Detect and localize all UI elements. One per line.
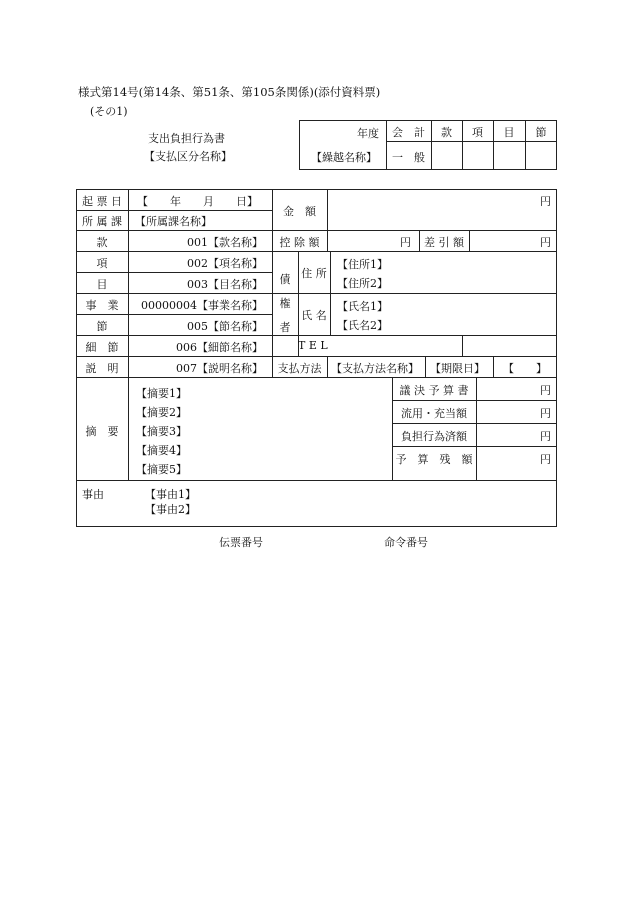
moku-value: 003【目名称】 — [187, 278, 263, 291]
summary-line-2: 【摘要2】 — [136, 406, 187, 419]
kan-value: 001【款名称】 — [187, 236, 263, 249]
description-label: 説 明 — [85, 362, 119, 375]
department-label: 所 属 課 — [82, 215, 122, 228]
summary-line-5: 【摘要5】 — [136, 463, 187, 476]
setsu-header: 節 — [535, 126, 547, 139]
kan-label: 款 — [96, 236, 108, 249]
account-header: 会 計 — [392, 126, 425, 139]
name-line-2: 【氏名2】 — [337, 319, 388, 332]
document-title: 支出負担行為書 — [148, 132, 225, 145]
name-line-1: 【氏名1】 — [337, 300, 388, 313]
creditor-char-2: 権 — [279, 297, 291, 310]
setsu-value: 005【節名称】 — [187, 320, 263, 333]
address-line-2: 【住所2】 — [337, 277, 388, 290]
form-title: 様式第14号(第14条、第51条、第105条関係)(添付資料票) — [78, 85, 381, 99]
due-date-value: 【期限日】 — [430, 362, 485, 375]
deduction-unit: 円 — [400, 236, 411, 249]
carryover-name: 【繰越名称】 — [311, 151, 377, 164]
kou-label: 項 — [96, 257, 108, 270]
department-value: 【所属課名称】 — [135, 215, 212, 228]
approved-budget-label: 議 決 予 算 書 — [399, 384, 469, 397]
reason-line-1: 【事由1】 — [145, 488, 196, 501]
kou-header: 項 — [472, 126, 483, 139]
description-value: 007【説明名称】 — [176, 362, 263, 375]
voucher-number-label: 伝票番号 — [219, 536, 263, 549]
order-number-label: 命令番号 — [384, 536, 428, 549]
deduction-label: 控 除 額 — [279, 236, 320, 249]
form-subtitle: (その1) — [90, 105, 128, 118]
project-value: 00000004【事業名称】 — [141, 299, 263, 312]
draft-date-label: 起 票 日 — [82, 195, 122, 208]
creditor-char-3: 者 — [279, 321, 291, 334]
subsection-value: 006【細節名称】 — [176, 341, 263, 354]
setsu-label: 節 — [96, 320, 108, 333]
address-label: 住 所 — [301, 267, 327, 280]
kou-value: 002【項名称】 — [187, 257, 263, 270]
budget-balance-label: 予 算 残 額 — [395, 453, 473, 466]
payment-method-label: 支払方法 — [277, 362, 322, 375]
approved-budget-unit: 円 — [540, 384, 551, 397]
amount-label: 金 額 — [283, 205, 316, 218]
reason-line-2: 【事由2】 — [145, 503, 196, 516]
moku-header: 目 — [503, 126, 515, 139]
committed-amount-label: 負担行為済額 — [401, 430, 467, 443]
payment-method-value: 【支払方法名称】 — [331, 362, 419, 375]
reason-label: 事由 — [82, 488, 104, 501]
summary-label: 摘 要 — [85, 425, 119, 438]
committed-amount-unit: 円 — [540, 430, 551, 443]
draft-date-value: 【 年 月 日】 — [137, 195, 258, 208]
bracket-value: 【 】 — [503, 362, 547, 375]
transfer-amount-unit: 円 — [540, 407, 551, 420]
summary-line-3: 【摘要3】 — [136, 425, 187, 438]
moku-label: 目 — [96, 278, 108, 291]
summary-line-1: 【摘要1】 — [136, 387, 187, 400]
tel-label: T E L — [298, 339, 328, 352]
budget-balance-unit: 円 — [540, 453, 551, 466]
creditor-char-1: 債 — [279, 273, 291, 286]
transfer-amount-label: 流用・充当額 — [401, 407, 467, 420]
project-label: 事 業 — [85, 299, 119, 312]
kan-header: 款 — [441, 126, 452, 139]
fiscal-year-label: 年度 — [357, 127, 379, 140]
address-line-1: 【住所1】 — [337, 258, 388, 271]
subsection-label: 細 節 — [85, 341, 119, 354]
net-amount-label: 差 引 額 — [424, 236, 464, 249]
name-label: 氏 名 — [301, 309, 327, 322]
net-amount-unit: 円 — [540, 236, 551, 249]
account-general: 一 般 — [392, 151, 425, 164]
amount-unit: 円 — [540, 195, 551, 208]
payment-category: 【支払区分名称】 — [144, 150, 232, 163]
summary-line-4: 【摘要4】 — [136, 444, 187, 457]
